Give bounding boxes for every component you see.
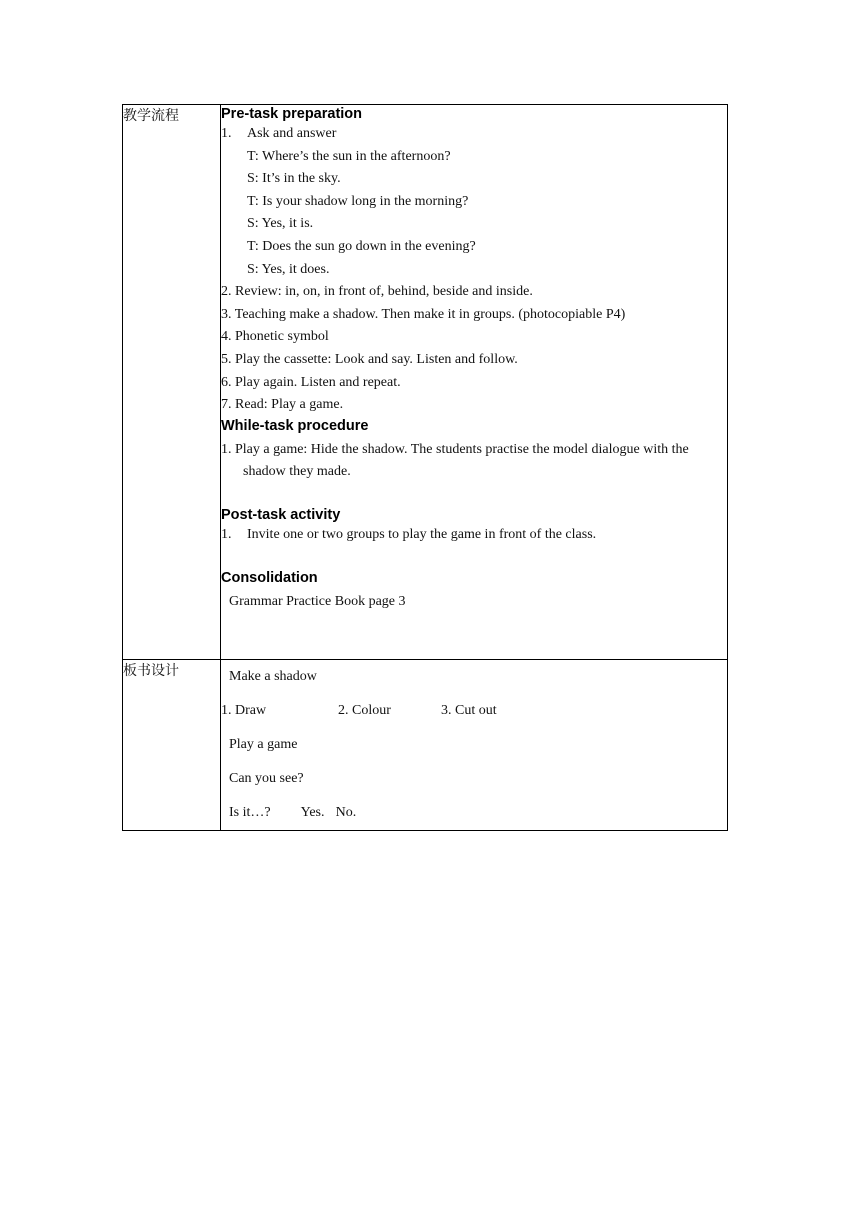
while-task-item: 1. Play a game: Hide the shadow. The students practise the model dialogue with the shadow they made. — [221, 441, 689, 480]
board-steps — [221, 694, 727, 728]
dialogue-line: T: Where’s the sun in the afternoon? — [247, 148, 451, 164]
teaching-process-content — [221, 105, 728, 660]
while-task-heading: While-task procedure — [221, 417, 369, 434]
board-line-question: Can you see? — [229, 771, 304, 786]
pre-task-heading: Pre-task preparation — [221, 106, 363, 122]
item-text: Ask and answer — [247, 126, 337, 141]
board-line-play: Play a game — [229, 737, 298, 752]
step-colour: 2. Colour — [338, 703, 391, 718]
post-task-heading: Post-task activity — [221, 506, 341, 523]
item-text: Invite one or two groups to play the game in front of the class. — [247, 526, 597, 542]
step-draw: 1. Draw — [221, 703, 267, 718]
consolidation-heading: Consolidation — [221, 569, 318, 586]
pre-task-item: 4. Phonetic symbol — [221, 329, 329, 345]
pre-task-item: 2. Review: in, on, in front of, behind, beside and inside. — [221, 284, 533, 300]
item-number: 1. — [221, 526, 232, 542]
ask-answer-dialogue — [221, 146, 727, 282]
dialogue-line: S: Yes, it does. — [247, 261, 330, 277]
pre-task-item-1 — [221, 123, 727, 146]
board-line-answers — [221, 796, 727, 830]
step-cut-out: 3. Cut out — [441, 703, 497, 718]
lesson-plan-table — [122, 104, 728, 831]
pre-task-item: 6. Play again. Listen and repeat. — [221, 374, 401, 390]
item-number: 1. — [221, 126, 232, 141]
board-question: Is it…? — [229, 805, 271, 820]
consolidation-text: Grammar Practice Book page 3 — [229, 593, 406, 609]
board-answer-no: No. — [335, 805, 357, 820]
pre-task-item: 5. Play the cassette: Look and say. Listen and follow. — [221, 351, 518, 367]
dialogue-line: T: Is your shadow long in the morning? — [247, 193, 469, 209]
board-answer-yes: Yes. — [300, 805, 325, 820]
post-task-item-1 — [221, 524, 727, 547]
board-design-content — [221, 660, 728, 831]
board-design-row — [123, 660, 728, 831]
dialogue-line: T: Does the sun go down in the evening? — [247, 238, 476, 254]
teaching-process-row — [123, 105, 728, 660]
pre-task-item: 3. Teaching make a shadow. Then make it in groups. (photocopiable P4) — [221, 306, 626, 322]
board-title: Make a shadow — [229, 669, 317, 684]
pre-task-item: 7. Read: Play a game. — [221, 397, 344, 413]
dialogue-line: S: It’s in the sky. — [247, 171, 341, 187]
row-label-board-design: 板书设计 — [123, 660, 221, 831]
dialogue-line: S: Yes, it is. — [247, 216, 314, 232]
row-label-teaching-process: 教学流程 — [123, 105, 221, 660]
